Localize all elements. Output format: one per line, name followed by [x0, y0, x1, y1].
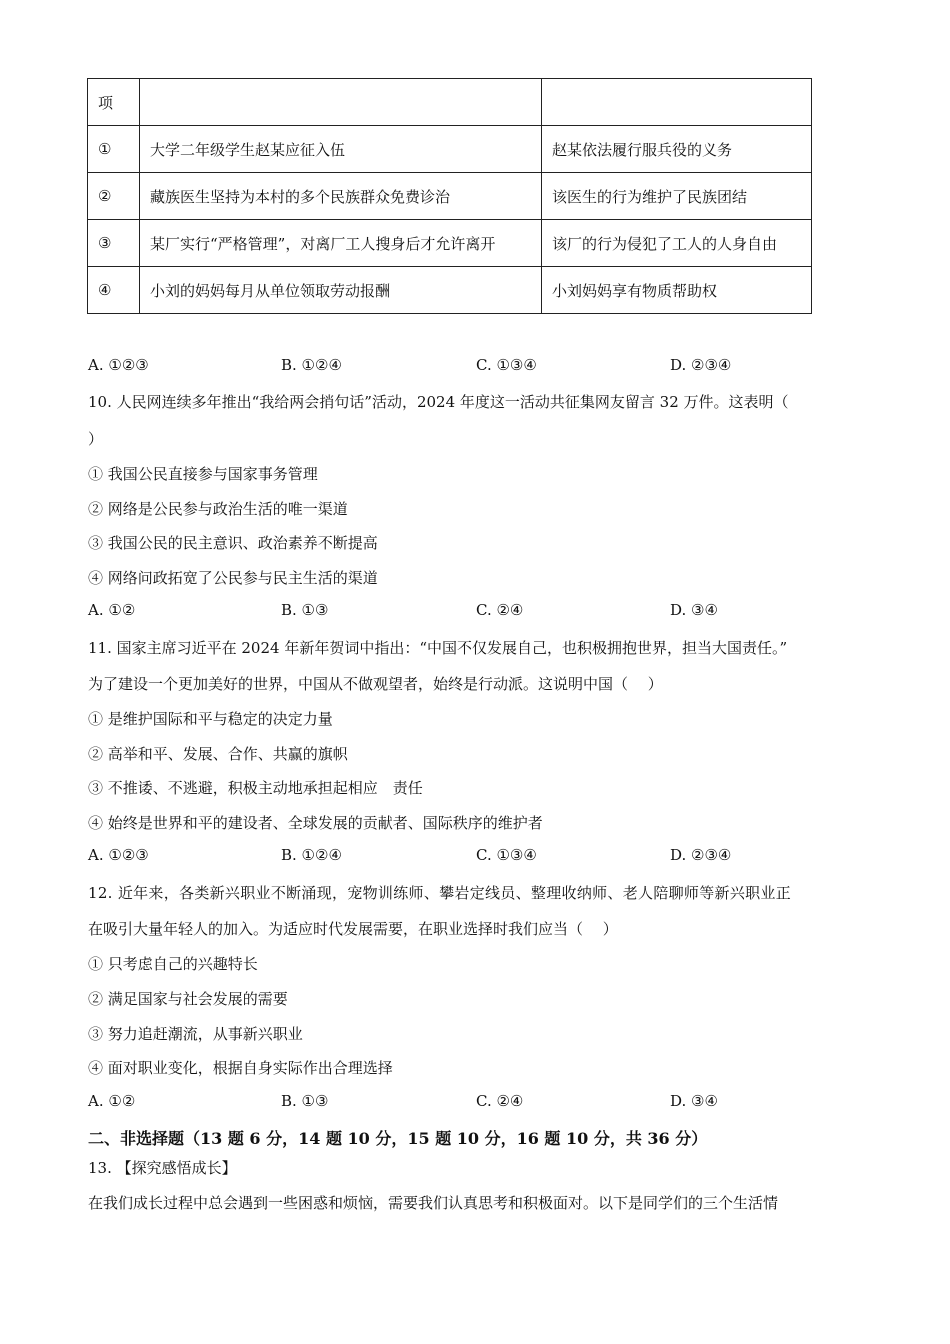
- table-header-cell: [542, 79, 812, 126]
- option-a[interactable]: A. ①②③: [88, 846, 149, 864]
- row-number: ④: [88, 267, 140, 314]
- table-row: [88, 267, 812, 314]
- q12-statement-3: ③ 努力追赶潮流，从事新兴职业: [88, 1025, 303, 1043]
- option-b[interactable]: B. ①③: [281, 601, 329, 619]
- q10-stem: 10. 人民网连续多年推出“我给两会捎句话”活动，2024 年度这一活动共征集网友留言 32 万件。这表明（: [88, 393, 789, 411]
- q11-stem-continued: 为了建设一个更加美好的世界，中国从不做观望者，始终是行动派。这说明中国（ ）: [88, 675, 663, 693]
- q11-statement-4: ④ 始终是世界和平的建设者、全球发展的贡献者、国际秩序的维护者: [88, 814, 543, 832]
- table-header-row: [88, 79, 812, 126]
- row-event: 藏族医生坚持为本村的多个民族群众免费诊治: [140, 173, 542, 220]
- q13-title: 13. 【探究感悟成长】: [88, 1159, 237, 1177]
- q11-stem: 11. 国家主席习近平在 2024 年新年贺词中指出：“中国不仅发展自己，也积极拥抱世界，担当大国责任。”: [88, 639, 788, 657]
- row-judgement: 该医生的行为维护了民族团结: [542, 173, 812, 220]
- option-a[interactable]: A. ①②: [88, 1092, 136, 1110]
- table-row: [88, 126, 812, 173]
- scenario-table: [87, 78, 812, 314]
- row-event: 某厂实行“严格管理”，对离厂工人搜身后才允许离开: [140, 220, 542, 267]
- table-row: [88, 220, 812, 267]
- table-header-cell: 项: [88, 79, 140, 126]
- q9-options: [88, 356, 868, 376]
- row-number: ②: [88, 173, 140, 220]
- option-c[interactable]: C. ①③④: [476, 846, 537, 864]
- option-d[interactable]: D. ③④: [670, 601, 718, 619]
- q11-statement-1: ① 是维护国际和平与稳定的决定力量: [88, 710, 333, 728]
- row-judgement: 小刘妈妈享有物质帮助权: [542, 267, 812, 314]
- option-b[interactable]: B. ①②④: [281, 846, 342, 864]
- option-a[interactable]: A. ①②: [88, 601, 136, 619]
- q12-stem-continued: 在吸引大量年轻人的加入。为适应时代发展需要，在职业选择时我们应当（ ）: [88, 920, 618, 938]
- q12-options: [88, 1092, 868, 1112]
- q10-statement-1: ① 我国公民直接参与国家事务管理: [88, 465, 318, 483]
- q10-statement-4: ④ 网络问政拓宽了公民参与民主生活的渠道: [88, 569, 378, 587]
- option-b[interactable]: B. ①③: [281, 1092, 329, 1110]
- option-b[interactable]: B. ①②④: [281, 356, 342, 374]
- q12-stem: 12. 近年来，各类新兴职业不断涌现，宠物训练师、攀岩定线员、整理收纳师、老人陪聊师等新兴职业正: [88, 884, 792, 902]
- q10-statement-3: ③ 我国公民的民主意识、政治素养不断提高: [88, 534, 378, 552]
- table-header-cell: [140, 79, 542, 126]
- row-judgement: 该厂的行为侵犯了工人的人身自由: [542, 220, 812, 267]
- q12-statement-4: ④ 面对职业变化，根据自身实际作出合理选择: [88, 1059, 393, 1077]
- row-number: ③: [88, 220, 140, 267]
- option-c[interactable]: C. ②④: [476, 601, 524, 619]
- section-heading: 二、非选择题（13 题 6 分，14 题 10 分，15 题 10 分，16 题 10 分，共 36 分）: [88, 1129, 708, 1148]
- row-judgement: 赵某依法履行服兵役的义务: [542, 126, 812, 173]
- option-d[interactable]: D. ②③④: [670, 356, 732, 374]
- option-d[interactable]: D. ③④: [670, 1092, 718, 1110]
- q12-statement-2: ② 满足国家与社会发展的需要: [88, 990, 288, 1008]
- q12-statement-1: ① 只考虑自己的兴趣特长: [88, 955, 258, 973]
- q10-options: [88, 601, 868, 621]
- row-event: 小刘的妈妈每月从单位领取劳动报酬: [140, 267, 542, 314]
- row-number: ①: [88, 126, 140, 173]
- q11-options: [88, 846, 868, 866]
- option-a[interactable]: A. ①②③: [88, 356, 149, 374]
- table-row: [88, 173, 812, 220]
- q11-statement-3: ③ 不推诿、不逃避，积极主动地承担起相应 责任: [88, 779, 423, 797]
- option-d[interactable]: D. ②③④: [670, 846, 732, 864]
- option-c[interactable]: C. ①③④: [476, 356, 537, 374]
- q13-intro: 在我们成长过程中总会遇到一些困惑和烦恼，需要我们认真思考和积极面对。以下是同学们的三个生活情: [88, 1194, 779, 1212]
- q10-statement-2: ② 网络是公民参与政治生活的唯一渠道: [88, 500, 348, 518]
- q11-statement-2: ② 高举和平、发展、合作、共赢的旗帜: [88, 745, 348, 763]
- row-event: 大学二年级学生赵某应征入伍: [140, 126, 542, 173]
- option-c[interactable]: C. ②④: [476, 1092, 524, 1110]
- q10-stem-continued: ）: [88, 430, 104, 448]
